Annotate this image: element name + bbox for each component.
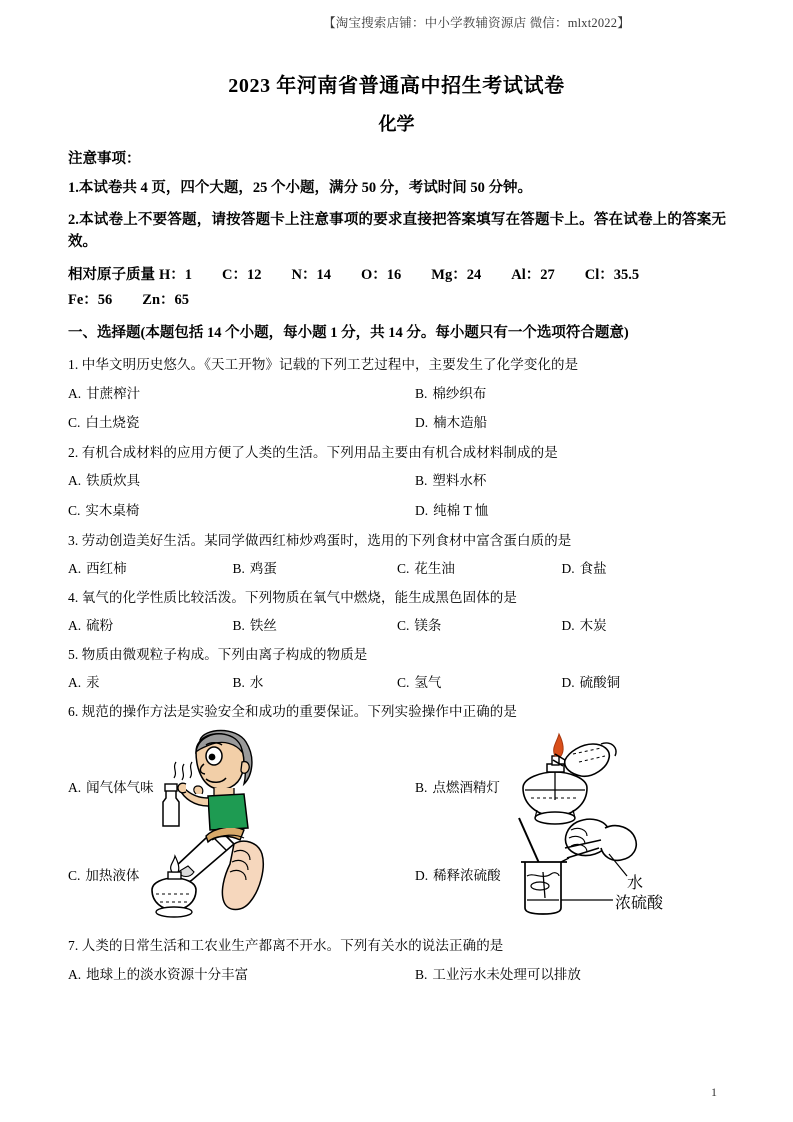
question-5-option-b[interactable]: [233, 673, 398, 693]
question-6-option-a-text: 闻气体气味: [86, 780, 154, 796]
notice-line-1: 1.本试卷共 4 页，四个大题，25 个小题，满分 50 分，考试时间 50 分钟。: [68, 180, 532, 197]
atomic-mass-item-n: N：14: [291, 266, 331, 283]
question-2: [68, 443, 726, 521]
notice-line-2: 2.本试卷上不要答题，请按答题卡上注意事项的要求直接把答案填写在答题卡上。答在试卷上的答案无效。: [68, 211, 726, 251]
question-3-option-b-text: 鸡蛋: [249, 561, 277, 577]
page-title: 2023 年河南省普通高中招生考试试卷: [228, 75, 565, 97]
page-number: 1: [711, 1085, 717, 1099]
section-heading: 一、选择题(本题包括 14 个小题，每小题 1 分，共 14 分。每小题只有一个选项符合题意): [68, 325, 629, 342]
question-1-option-a[interactable]: [68, 384, 397, 404]
question-1-option-d-label: D.: [415, 415, 429, 431]
question-7-option-b[interactable]: [397, 965, 726, 985]
question-1: [68, 355, 726, 433]
question-4-option-b[interactable]: [233, 616, 398, 636]
question-2-option-c-label: C.: [68, 502, 81, 518]
question-4-option-b-label: B.: [232, 618, 245, 634]
atomic-mass-item-c: C：12: [222, 266, 262, 283]
atomic-mass-item-h: H：1: [159, 266, 193, 283]
question-1-options: [68, 384, 726, 433]
question-4-option-d[interactable]: [562, 616, 727, 636]
question-6-option-b-label: B.: [415, 780, 428, 796]
question-1-option-b-text: 棉纱织布: [432, 385, 487, 401]
question-5-option-c-text: 氢气: [414, 675, 442, 691]
dilute-sulfuric-acid-icon: [509, 814, 669, 925]
question-2-option-c[interactable]: [68, 501, 397, 521]
question-2-option-a[interactable]: [68, 471, 397, 491]
question-4: [68, 588, 726, 636]
atomic-mass-item-al: Al：27: [511, 266, 555, 283]
atomic-mass-item-mg: Mg：24: [431, 266, 482, 283]
question-7-stem: 7. 人类的日常生活和工农业生产都离不开水。下列有关水的说法正确的是: [68, 938, 504, 954]
question-6-option-b-label-group: [415, 776, 500, 796]
question-3-option-b-label: B.: [232, 561, 245, 577]
question-5-options: [68, 673, 726, 693]
question-2-options: [68, 471, 726, 520]
question-3-option-b[interactable]: [233, 559, 398, 579]
question-2-option-c-text: 实木桌椅: [85, 502, 140, 518]
question-1-option-c-label: C.: [68, 415, 81, 431]
question-2-option-d[interactable]: [397, 501, 726, 521]
shop-banner: 【淘宝搜索店铺：中小学教辅资源店 微信：mlxt2022】: [323, 16, 630, 30]
question-4-option-a[interactable]: [68, 616, 233, 636]
question-2-option-a-label: A.: [68, 473, 82, 489]
question-2-option-d-text: 纯棉 T 恤: [433, 502, 489, 518]
question-5-option-b-label: B.: [232, 675, 245, 691]
question-1-option-a-text: 甘蔗榨汁: [86, 385, 141, 401]
question-7-option-b-label: B.: [415, 967, 428, 982]
question-4-option-c-text: 镁条: [414, 618, 442, 634]
illustration-label-acid: 浓硫酸: [615, 895, 664, 913]
notice-heading: 注意事项：: [68, 151, 141, 167]
question-5-option-d-text: 硫酸铜: [579, 675, 621, 691]
question-4-option-a-label: A.: [68, 618, 82, 634]
question-5-option-d[interactable]: [562, 673, 727, 693]
question-5-stem: 5. 物质由微观粒子构成。下列由离子构成的物质是: [68, 646, 368, 662]
question-4-option-b-text: 铁丝: [249, 618, 277, 634]
question-3-option-d-text: 食盐: [579, 561, 607, 577]
question-3-options: [68, 559, 726, 579]
question-1-option-b[interactable]: [397, 384, 726, 404]
question-6-option-d-text: 稀释浓硫酸: [433, 868, 501, 884]
content-column: [68, 150, 726, 995]
question-7: [68, 936, 726, 984]
illustration-label-water: 水: [627, 875, 644, 893]
question-5-option-c-label: C.: [397, 675, 410, 691]
question-4-option-c[interactable]: [397, 616, 562, 636]
question-4-option-a-text: 硫粉: [86, 618, 114, 634]
question-4-stem: 4. 氧气的化学性质比较活泼。下列物质在氧气中燃烧，能生成黑色固体的是: [68, 589, 517, 605]
question-6-option-d-label: D.: [415, 868, 429, 884]
question-6-option-b-text: 点燃酒精灯: [432, 780, 500, 796]
subject-title: 化学: [378, 114, 415, 134]
question-6-option-a[interactable]: [68, 730, 397, 834]
question-3: [68, 531, 726, 579]
question-3-option-c[interactable]: [397, 559, 562, 579]
question-2-option-d-label: D.: [415, 502, 429, 518]
question-4-options: [68, 616, 726, 636]
question-6-option-a-label: A.: [68, 780, 82, 796]
question-5-option-c[interactable]: [397, 673, 562, 693]
question-6-option-c-text: 加热液体: [85, 868, 140, 884]
question-4-option-c-label: C.: [397, 618, 410, 634]
question-6-option-c-label-group: [68, 864, 139, 884]
question-5-option-a[interactable]: [68, 673, 233, 693]
question-2-option-b-label: B.: [415, 473, 428, 489]
question-6-option-d-label-group: [415, 864, 501, 884]
question-6-options: [68, 730, 726, 922]
atomic-mass-item-zn: Zn：65: [142, 291, 190, 308]
question-7-options: [68, 965, 726, 985]
question-5-option-a-label: A.: [68, 675, 82, 691]
question-5-option-d-label: D.: [561, 675, 575, 691]
question-7-option-a-label: A.: [68, 967, 82, 982]
question-3-option-a-label: A.: [68, 561, 82, 577]
question-4-option-d-text: 木炭: [579, 618, 607, 634]
question-2-option-a-text: 铁质炊具: [86, 473, 141, 489]
question-6-option-a-label-group: [68, 776, 154, 796]
question-1-option-c-text: 白土烧瓷: [85, 415, 140, 431]
question-7-option-a-text: 地球上的淡水资源十分丰富: [86, 967, 249, 982]
smell-gas-icon: [152, 728, 270, 837]
question-1-option-a-label: A.: [68, 385, 82, 401]
question-3-option-d[interactable]: [562, 559, 727, 579]
question-6-stem: 6. 规范的操作方法是实验安全和成功的重要保证。下列实验操作中正确的是: [68, 703, 517, 719]
question-1-option-d[interactable]: [397, 413, 726, 433]
question-3-option-a-text: 西红柿: [86, 561, 127, 577]
question-1-option-d-text: 楠木造船: [433, 415, 488, 431]
question-7-option-a[interactable]: [68, 965, 397, 985]
atomic-mass-list: [68, 263, 726, 314]
question-3-option-d-label: D.: [561, 561, 575, 577]
question-6-option-d[interactable]: [397, 834, 726, 922]
atomic-mass-item-fe: Fe：56: [68, 291, 113, 308]
question-7-option-b-text: 工业污水未处理可以排放: [432, 967, 581, 982]
question-1-option-c[interactable]: [68, 413, 397, 433]
question-1-stem: 1. 中华文明历史悠久。《天工开物》记载的下列工艺过程中，主要发生了化学变化的是: [68, 357, 579, 373]
question-3-option-c-text: 花生油: [414, 561, 455, 577]
question-5-option-b-text: 水: [249, 675, 264, 691]
question-2-stem: 2. 有机合成材料的应用方便了人类的生活。下列用品主要由有机合成材料制成的是: [68, 444, 558, 460]
question-6-option-c[interactable]: [68, 834, 397, 922]
atomic-mass-label: 相对原子质量: [68, 266, 155, 283]
question-3-option-c-label: C.: [397, 561, 410, 577]
question-6-option-c-label: C.: [68, 868, 81, 884]
question-6: [68, 702, 726, 923]
atomic-mass-item-cl: Cl：35.5: [584, 266, 640, 283]
question-2-option-b-text: 塑料水杯: [432, 473, 487, 489]
question-5: [68, 645, 726, 693]
question-2-option-b[interactable]: [397, 471, 726, 491]
heat-liquid-icon: [148, 828, 278, 925]
question-1-option-b-label: B.: [415, 385, 428, 401]
question-4-option-d-label: D.: [561, 618, 575, 634]
question-5-option-a-text: 汞: [86, 675, 100, 691]
question-3-option-a[interactable]: [68, 559, 233, 579]
question-3-stem: 3. 劳动创造美好生活。某同学做西红柿炒鸡蛋时，选用的下列食材中富含蛋白质的是: [68, 532, 572, 548]
atomic-mass-item-o: O：16: [361, 266, 402, 283]
